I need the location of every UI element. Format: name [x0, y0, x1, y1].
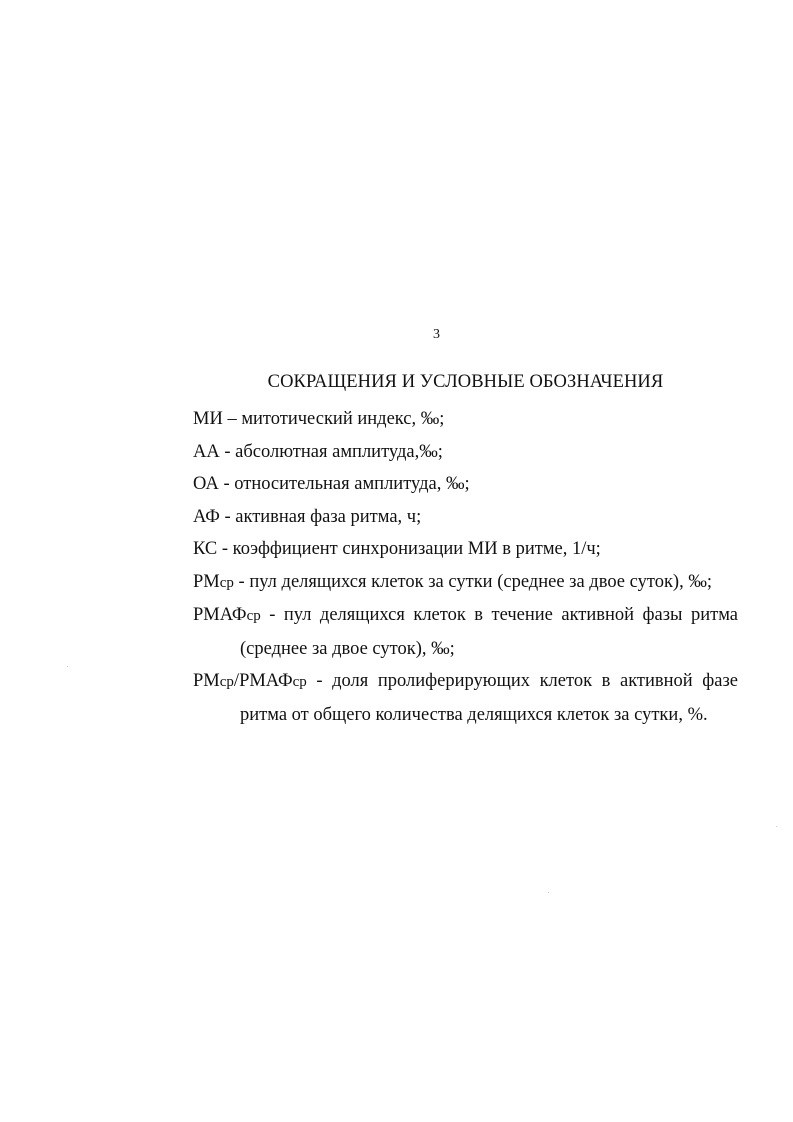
- abbreviation-separator: -: [219, 506, 236, 527]
- abbreviation-term: АФ: [193, 506, 220, 527]
- abbreviation-term-subscript: ср: [292, 674, 307, 690]
- abbreviation-definition: доля пролиферирующих клеток в активной фазе: [332, 671, 739, 691]
- abbreviation-separator: -: [217, 539, 233, 559]
- abbreviation-separator: -: [219, 441, 236, 462]
- abbreviation-entry: [193, 566, 738, 600]
- abbreviation-term-main: РМ: [193, 571, 220, 592]
- abbreviation-definition: пул делящихся клеток за сутки (среднее за двое суток), ‰;: [249, 571, 712, 592]
- abbreviation-definition: абсолютная амплитуда,‰;: [235, 441, 443, 462]
- abbreviation-definition-continuation: (среднее за двое суток), ‰;: [240, 638, 455, 659]
- abbreviation-entry: [193, 468, 738, 501]
- abbreviation-term: КС: [193, 539, 218, 559]
- abbreviation-entry: [193, 533, 738, 566]
- abbreviation-term-subscript: ср: [219, 574, 234, 591]
- abbreviation-term-subscript: ср: [219, 674, 234, 690]
- scan-speck: [776, 826, 777, 827]
- abbreviation-term: [193, 572, 234, 592]
- abbreviation-entry: [193, 436, 738, 469]
- abbreviation-term-main: РМАФ: [193, 605, 247, 625]
- abbreviation-entry: [193, 501, 738, 534]
- page-number: 3: [433, 327, 440, 342]
- abbreviation-separator: –: [222, 409, 242, 429]
- abbreviation-term-main: РМ: [193, 671, 220, 691]
- section-heading: СОКРАЩЕНИЯ И УСЛОВНЫЕ ОБОЗНАЧЕНИЯ: [267, 372, 664, 392]
- abbreviation-separator: -: [218, 474, 235, 494]
- abbreviation-first-line: [193, 665, 738, 699]
- abbreviation-definition: относительная амплитуда, ‰;: [234, 474, 470, 494]
- abbreviation-first-line: [193, 599, 738, 633]
- abbreviation-term-subscript: ср: [246, 608, 261, 624]
- abbreviation-entry: [193, 665, 738, 731]
- abbreviation-term-main: РМАФ: [239, 671, 293, 691]
- abbreviations-list: [193, 403, 738, 731]
- abbreviation-entry: [193, 403, 738, 436]
- abbreviation-term: ОА: [193, 474, 219, 494]
- abbreviation-separator: -: [233, 571, 250, 592]
- abbreviation-term: [193, 671, 307, 691]
- scan-speck: [67, 666, 68, 667]
- abbreviation-definition: коэффициент синхронизации МИ в ритме, 1/ч;: [232, 539, 601, 559]
- abbreviation-separator: -: [316, 671, 333, 691]
- abbreviation-definition-continuation: ритма от общего количества делящихся клеток за сутки, %.: [240, 704, 708, 725]
- abbreviation-term-slash: /: [233, 671, 240, 691]
- abbreviation-definition: активная фаза ритма, ч;: [235, 506, 422, 527]
- abbreviation-term: АА: [193, 441, 220, 462]
- abbreviation-separator: -: [269, 605, 284, 625]
- abbreviation-entry: [193, 599, 738, 665]
- abbreviation-definition: пул делящихся клеток в течение активной фазы ритма: [283, 605, 738, 625]
- abbreviation-definition: митотический индекс, ‰;: [241, 409, 445, 429]
- abbreviation-term: МИ: [193, 409, 223, 429]
- abbreviation-term: [193, 605, 261, 625]
- scan-speck: [548, 892, 549, 893]
